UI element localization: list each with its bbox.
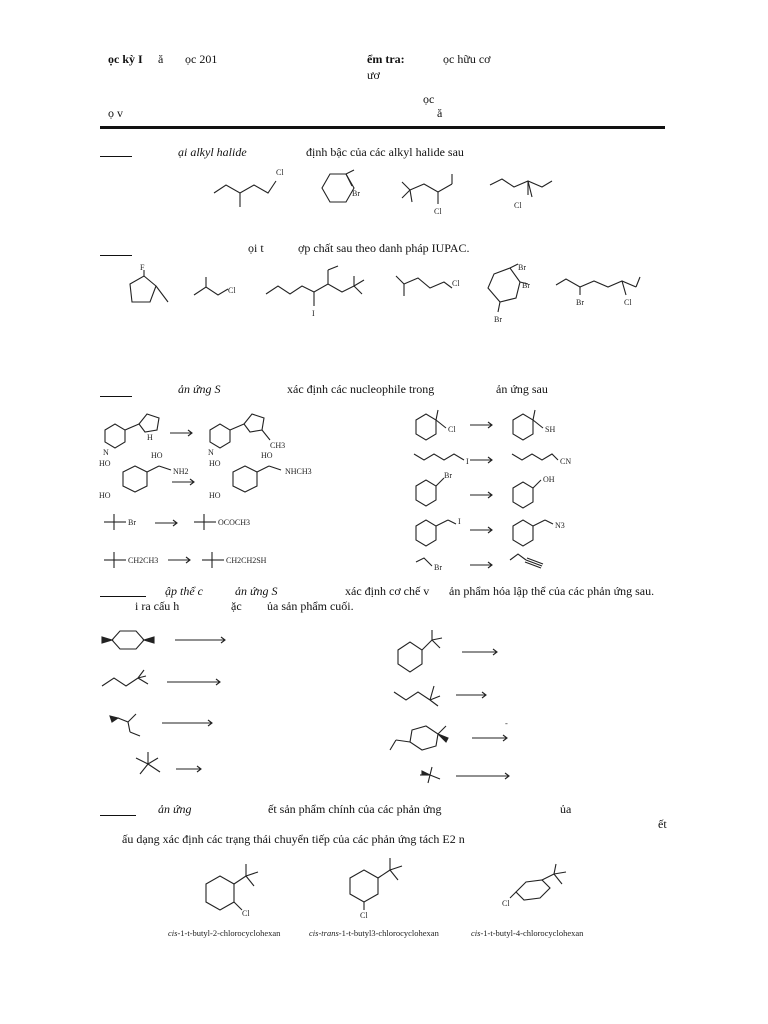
year-fragment: ă — [158, 52, 164, 66]
q5-answer-blank — [100, 815, 136, 816]
svg-text:HO: HO — [209, 491, 221, 500]
q4-right-charge: - — [505, 718, 508, 728]
q3-arrow-4 — [168, 555, 196, 565]
q4-right-reactant-2 — [392, 682, 452, 710]
exam-subject-2: ươ — [367, 68, 380, 82]
svg-text:Cl: Cl — [514, 201, 522, 210]
q3-right-arrow-1 — [470, 420, 498, 430]
svg-text:HO: HO — [99, 459, 111, 468]
q2-text-1: ọi t — [248, 241, 264, 255]
q3-arrow-3 — [155, 518, 183, 528]
q4-left-reactant-4 — [132, 748, 172, 778]
svg-text:Cl: Cl — [502, 899, 510, 908]
q1-molecule-2 — [312, 168, 372, 218]
svg-text:Br: Br — [352, 189, 360, 198]
svg-text:Cl: Cl — [434, 207, 442, 216]
svg-text:CH2CH2SH: CH2CH2SH — [226, 556, 267, 565]
q4-right-arrow-4 — [456, 771, 514, 781]
svg-text:OH: OH — [543, 475, 555, 484]
q2-molecule-6 — [552, 275, 647, 310]
q4-right-reactant-1 — [392, 628, 452, 678]
header-row3: ọ v — [108, 106, 123, 120]
svg-text:CH3: CH3 — [270, 441, 286, 450]
q4-line2-b: ặc — [231, 599, 242, 613]
svg-text:N3: N3 — [555, 521, 565, 530]
q2-text-2: ợp chất sau theo danh pháp IUPAC. — [298, 241, 470, 255]
q3-right-arrow-2 — [470, 455, 498, 465]
compound-name-2: cis-trans-1-t-butyl3-chlorocyclohexan — [309, 928, 439, 938]
q3-arrow-1 — [170, 428, 198, 438]
svg-text:Br: Br — [518, 263, 526, 272]
q2-molecule-1 — [110, 262, 180, 312]
q3-text: xác định các nucleophile trong — [287, 382, 435, 396]
q3-right-reactant-4 — [408, 510, 468, 550]
q3-right-product-4 — [505, 510, 575, 550]
q3-right-reactant-1 — [408, 408, 468, 448]
q3-left-reactant-3 — [100, 512, 150, 537]
header-row2-b: ă — [437, 106, 443, 120]
svg-text:Br: Br — [128, 518, 136, 527]
q4-left-reactant-2 — [100, 668, 160, 696]
q3-left-reactant-1 — [95, 408, 180, 458]
q4-line2-a: i ra cấu h — [135, 599, 180, 613]
q5-molecule-2 — [340, 856, 420, 926]
svg-text:HO: HO — [209, 459, 221, 468]
q3-left-product-2 — [205, 452, 335, 507]
q5-text-2: ủa — [560, 802, 572, 816]
semester-label: ọc kỳ I — [108, 52, 143, 66]
q4-right-arrow-2 — [456, 690, 491, 700]
q4-right-reactant-3 — [388, 720, 468, 754]
q1-text: định bậc của các alkyl halide sau — [306, 145, 464, 159]
compound-name-3: cis-1-t-butyl-4-chlorocyclohexan — [471, 928, 584, 938]
q4-left-arrow-3 — [162, 718, 217, 728]
q3-arrow-2 — [172, 477, 200, 487]
q5-text: ết sản phẩm chính của các phản ứng — [268, 802, 442, 816]
q4-left-reactant-3 — [108, 708, 148, 738]
q3-right-reactant-5 — [414, 556, 454, 576]
q4-title-2: ản ứng S — [235, 584, 278, 598]
svg-text:SH: SH — [545, 425, 556, 434]
q3-text-2: ản ứng sau — [496, 382, 548, 396]
svg-text:Cl: Cl — [452, 279, 460, 288]
svg-text:I: I — [466, 457, 469, 466]
q5-title: ản ứng — [158, 802, 192, 816]
q3-left-product-4 — [198, 550, 298, 575]
svg-text:N: N — [208, 448, 214, 457]
year-label: ọc 201 — [185, 52, 218, 66]
svg-text:NHCH3: NHCH3 — [285, 467, 312, 476]
svg-text:H: H — [147, 433, 153, 442]
q4-right-reactant-4 — [418, 765, 448, 787]
svg-text:N: N — [103, 448, 109, 457]
svg-text:Cl: Cl — [228, 286, 236, 295]
q2-molecule-3 — [262, 262, 372, 322]
q4-right-arrow-3 — [472, 733, 512, 743]
svg-text:I: I — [458, 517, 461, 526]
header-rule — [100, 126, 665, 129]
q5-molecule-3 — [500, 862, 590, 922]
q2-molecule-4 — [392, 268, 462, 308]
header-row2-a: ọc — [423, 92, 435, 106]
svg-text:Cl: Cl — [624, 298, 632, 307]
q3-title: ản ứng S — [178, 382, 221, 396]
q4-left-arrow-4 — [176, 764, 206, 774]
q3-right-product-3 — [505, 472, 565, 512]
exam-subject: ọc hữu cơ — [443, 52, 491, 66]
svg-text:Cl: Cl — [448, 425, 456, 434]
q5-line2: ấu dạng xác định các trạng thái chuyển tiếp của các phản ứng tách E2 n — [122, 832, 465, 846]
q3-right-product-2 — [510, 450, 570, 470]
svg-text:Br: Br — [434, 563, 442, 572]
q3-right-arrow-5 — [470, 560, 498, 570]
q3-right-arrow-4 — [470, 525, 498, 535]
q4-text-2: ản phẩm hóa lập thể của các phản ứng sau. — [449, 584, 655, 598]
q4-title-1: ập thể c — [165, 584, 203, 598]
compound-name-1: cis-1-t-butyl-2-chlorocyclohexan — [168, 928, 281, 938]
q3-left-product-1 — [200, 408, 295, 458]
svg-text:HO: HO — [261, 451, 273, 460]
q1-molecule-1 — [210, 163, 290, 213]
q5-molecule-1 — [198, 862, 278, 924]
svg-text:CH2CH3: CH2CH3 — [128, 556, 159, 565]
q4-right-arrow-1 — [462, 647, 502, 657]
q3-right-product-5 — [508, 548, 548, 568]
svg-text:Br: Br — [444, 471, 452, 480]
q1-molecule-4 — [488, 175, 558, 215]
q2-answer-blank — [100, 255, 132, 256]
svg-text:OCOCH3: OCOCH3 — [218, 518, 251, 527]
q5-text-3: ết — [658, 817, 667, 831]
exam-label: ểm tra: — [367, 52, 405, 66]
svg-text:Br: Br — [576, 298, 584, 307]
q3-right-reactant-3 — [408, 470, 468, 510]
q1-molecule-3 — [398, 172, 468, 222]
q3-right-reactant-2 — [412, 450, 472, 470]
svg-text:NH2: NH2 — [173, 467, 189, 476]
q4-left-reactant-1 — [100, 625, 170, 655]
q2-molecule-2 — [190, 275, 245, 305]
q4-text: xác định cơ chế v — [345, 584, 430, 598]
svg-text:Cl: Cl — [360, 911, 368, 920]
q2-molecule-5 — [478, 260, 548, 325]
q3-right-product-1 — [505, 408, 565, 448]
svg-text:Br: Br — [494, 315, 502, 324]
q4-line2-c: ủa sản phẩm cuối. — [267, 599, 354, 613]
q1-title: ại alkyl halide — [178, 145, 247, 159]
svg-text:Cl: Cl — [242, 909, 250, 918]
q4-left-arrow-1 — [175, 635, 230, 645]
svg-text:HO: HO — [151, 451, 163, 460]
svg-text:HO: HO — [99, 491, 111, 500]
q3-left-product-3 — [190, 512, 280, 537]
svg-text:F: F — [140, 263, 145, 272]
svg-text:I: I — [312, 309, 315, 318]
q4-answer-blank — [100, 596, 146, 597]
svg-text:Br: Br — [522, 281, 530, 290]
q3-right-arrow-3 — [470, 490, 498, 500]
q4-left-arrow-2 — [167, 677, 225, 687]
svg-text:CN: CN — [560, 457, 572, 466]
svg-text:Cl: Cl — [276, 168, 284, 177]
q3-answer-blank — [100, 396, 132, 397]
q1-answer-blank — [100, 156, 132, 157]
